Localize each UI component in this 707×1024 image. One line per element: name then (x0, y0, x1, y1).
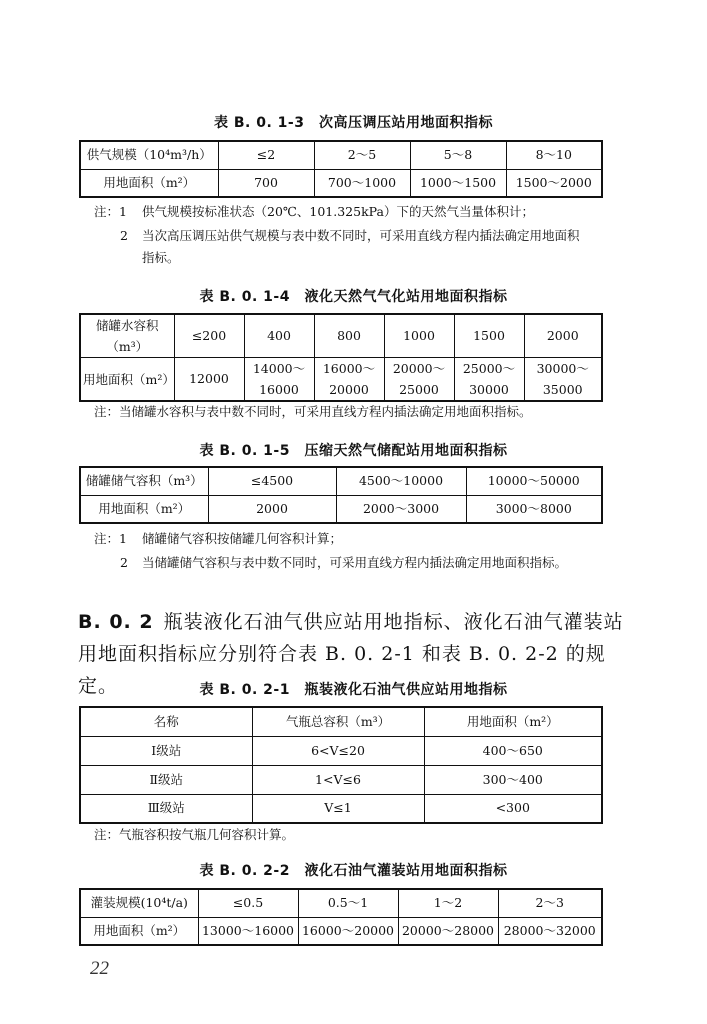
table-cell: 储罐水容积（m³） (80, 314, 174, 358)
table-cell: 2000 (524, 314, 602, 358)
table-cell: 3000～8000 (466, 495, 602, 523)
table-cell: 储罐储气容积（m³） (80, 467, 208, 495)
table-cell: ≤0.5 (198, 889, 298, 917)
table-cell: 1<V≤6 (252, 765, 424, 794)
table-cell: 2000 (208, 495, 336, 523)
table-note: 注：气瓶容积按气瓶几何容积计算。 (94, 827, 295, 842)
table-cell: 用地面积（m²） (80, 169, 218, 197)
table-cell: 2000～3000 (336, 495, 466, 523)
table-cell: 13000～16000 (198, 917, 298, 945)
table-caption: 表 B. 0. 2-2 液化石油气灌装站用地面积指标 (199, 863, 508, 879)
table-cell: 供气规模（10⁴m³/h） (80, 141, 218, 169)
table-cell: Ⅲ级站 (80, 794, 252, 823)
table-cell: 1500 (454, 314, 524, 358)
table-cell: 1～2 (398, 889, 498, 917)
table-cell: 16000～20000 (314, 358, 384, 402)
table-cell: 灌装规模(10⁴t/a) (80, 889, 198, 917)
table-cell: 25000～30000 (454, 358, 524, 402)
table-cell: 0.5～1 (298, 889, 398, 917)
table-caption: 表 B. 0. 2-1 瓶装液化石油气供应站用地指标 (199, 682, 508, 698)
table-cell: 30000～35000 (524, 358, 602, 402)
table-b-0-1-3 (79, 140, 603, 198)
table-cell: 5～8 (410, 141, 506, 169)
table-cell: ≤4500 (208, 467, 336, 495)
table-note (94, 552, 608, 574)
table-header-cell: 用地面积（m²） (424, 707, 602, 736)
note-number: 2 (120, 228, 128, 243)
table-cell: ≤2 (218, 141, 314, 169)
table-header-cell: 气瓶总容积（m³） (252, 707, 424, 736)
table-b-0-1-4 (79, 313, 603, 402)
table-note (94, 201, 614, 223)
table-b-0-2-1 (79, 706, 603, 824)
table-cell: 400 (244, 314, 314, 358)
table-cell: 1000～1500 (410, 169, 506, 197)
table-cell: 8～10 (506, 141, 602, 169)
table-cell: 10000～50000 (466, 467, 602, 495)
table-caption: 表 B. 0. 1-5 压缩天然气储配站用地面积指标 (199, 443, 508, 459)
table-cell: 400～650 (424, 736, 602, 765)
note-text: 储罐储气容积按储罐几何容积计算； (142, 531, 343, 546)
table-note: 注：当储罐水容积与表中数不同时，可采用直线方程内插法确定用地面积指标。 (94, 404, 532, 419)
table-b-0-1-5 (79, 466, 603, 524)
table-cell: 700 (218, 169, 314, 197)
table-caption: 表 B. 0. 1-4 液化天然气气化站用地面积指标 (199, 289, 508, 305)
table-cell: <300 (424, 794, 602, 823)
note-number: 注：1 (94, 204, 127, 219)
table-cell: 1000 (384, 314, 454, 358)
table-cell: 16000～20000 (298, 917, 398, 945)
table-cell: 300～400 (424, 765, 602, 794)
table-cell: 20000～28000 (398, 917, 498, 945)
section-text: 瓶装液化石油气供应站用地指标、液化石油气灌装站用地面积指标应分别符合表 B. 0. 2-1 和表 B. 0. 2-2 的规定。 (78, 611, 624, 697)
section-number: B. 0. 2 (78, 611, 154, 633)
table-b-0-2-2 (79, 888, 603, 946)
table-cell: 800 (314, 314, 384, 358)
table-cell: Ⅱ级站 (80, 765, 252, 794)
table-cell: 1500～2000 (506, 169, 602, 197)
table-cell: 4500～10000 (336, 467, 466, 495)
note-number: 注：1 (94, 531, 127, 546)
table-cell: 用地面积（m²） (80, 917, 198, 945)
note-text: 当次高压调压站供气规模与表中数不同时，可采用直线方程内插法确定用地面积指标。 (142, 228, 580, 265)
table-cell: V≤1 (252, 794, 424, 823)
table-cell: 12000 (174, 358, 244, 402)
note-text: 当储罐储气容积与表中数不同时，可采用直线方程内插法确定用地面积指标。 (142, 555, 568, 570)
table-caption: 表 B. 0. 1-3 次高压调压站用地面积指标 (214, 115, 493, 131)
table-cell: 6<V≤20 (252, 736, 424, 765)
table-cell: 20000～25000 (384, 358, 454, 402)
table-header-cell: 名称 (80, 707, 252, 736)
table-cell: 14000～16000 (244, 358, 314, 402)
note-number: 2 (120, 555, 128, 570)
table-cell: 28000～32000 (498, 917, 602, 945)
note-text: 供气规模按标准状态（20℃、101.325kPa）下的天然气当量体积计； (142, 204, 534, 219)
table-cell: Ⅰ级站 (80, 736, 252, 765)
table-note (94, 528, 614, 550)
table-cell: 2～5 (314, 141, 410, 169)
table-cell: ≤200 (174, 314, 244, 358)
table-cell: 用地面积（m²） (80, 495, 208, 523)
table-cell: 2～3 (498, 889, 602, 917)
table-cell: 用地面积（m²） (80, 358, 174, 402)
page-number: 22 (90, 958, 109, 979)
table-cell: 700～1000 (314, 169, 410, 197)
table-note (94, 225, 584, 269)
